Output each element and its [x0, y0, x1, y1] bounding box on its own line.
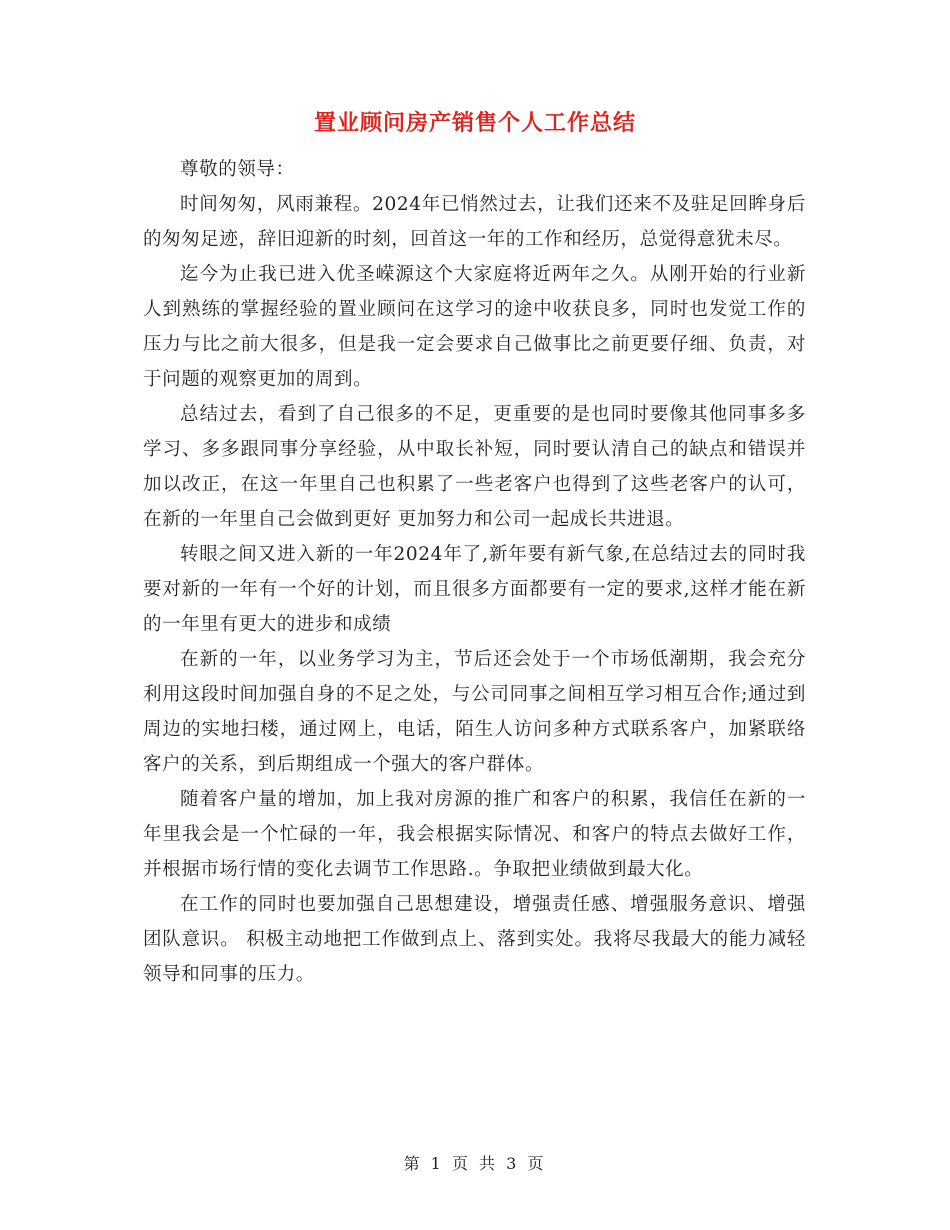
paragraph-3: 总结过去，看到了自己很多的不足，更重要的是也同时要像其他同事多多学习、多多跟同事分享经验，从中取长补短，同时要认清自己的缺点和错误并加以改正，在这一年里自己也积累了一些老客户也得到了这些老客户的认可，在新的一年里自己会做到更好 更加努力和公司一起成长共进退。 [143, 404, 806, 530]
paragraph-1: 时间匆匆，风雨兼程。2024年已悄然过去，让我们还来不及驻足回眸身后的匆匆足迹，辞旧迎新的时刻，回首这一年的工作和经历，总觉得意犹未尽。 [143, 194, 806, 250]
paragraph-5: 在新的一年，以业务学习为主，节后还会处于一个市场低潮期，我会充分利用这段时间加强自身的不足之处，与公司同事之间相互学习相互合作;通过到周边的实地扫楼，通过网上，电话，陌生人访问多种方式联系客户，加紧联络客户的关系，到后期组成一个强大的客户群体。 [143, 649, 806, 775]
salutation: 尊敬的领导： [180, 159, 295, 180]
paragraph-4: 转眼之间又进入新的一年2024年了,新年要有新气象,在总结过去的同时我要对新的一年有一个好的计划，而且很多方面都要有一定的要求,这样才能在新的一年里有更大的进步和成绩 [143, 544, 806, 635]
document-title: 置业顾问房产销售个人工作总结 [313, 111, 636, 136]
paragraph-7: 在工作的同时也要加强自己思想建设，增强责任感、增强服务意识、增强团队意识。 积极主动地把工作做到点上、落到实处。我将尽我最大的能力减轻领导和同事的压力。 [143, 894, 806, 985]
page-number-footer: 第 1 页 共 3 页 [403, 1154, 547, 1173]
paragraph-2: 迄今为止我已进入优圣嵘源这个大家庭将近两年之久。从刚开始的行业新人到熟练的掌握经验的置业顾问在这学习的途中收获良多，同时也发觉工作的压力与比之前大很多，但是我一定会要求自己做事比之前更要仔细、负责，对于问题的观察更加的周到。 [143, 264, 806, 390]
document-body [143, 152, 806, 992]
paragraph-6: 随着客户量的增加，加上我对房源的推广和客户的积累，我信任在新的一年里我会是一个忙碌的一年，我会根据实际情况、和客户的特点去做好工作，并根据市场行情的变化去调节工作思路.。争取把业绩做到最大化。 [143, 789, 806, 880]
